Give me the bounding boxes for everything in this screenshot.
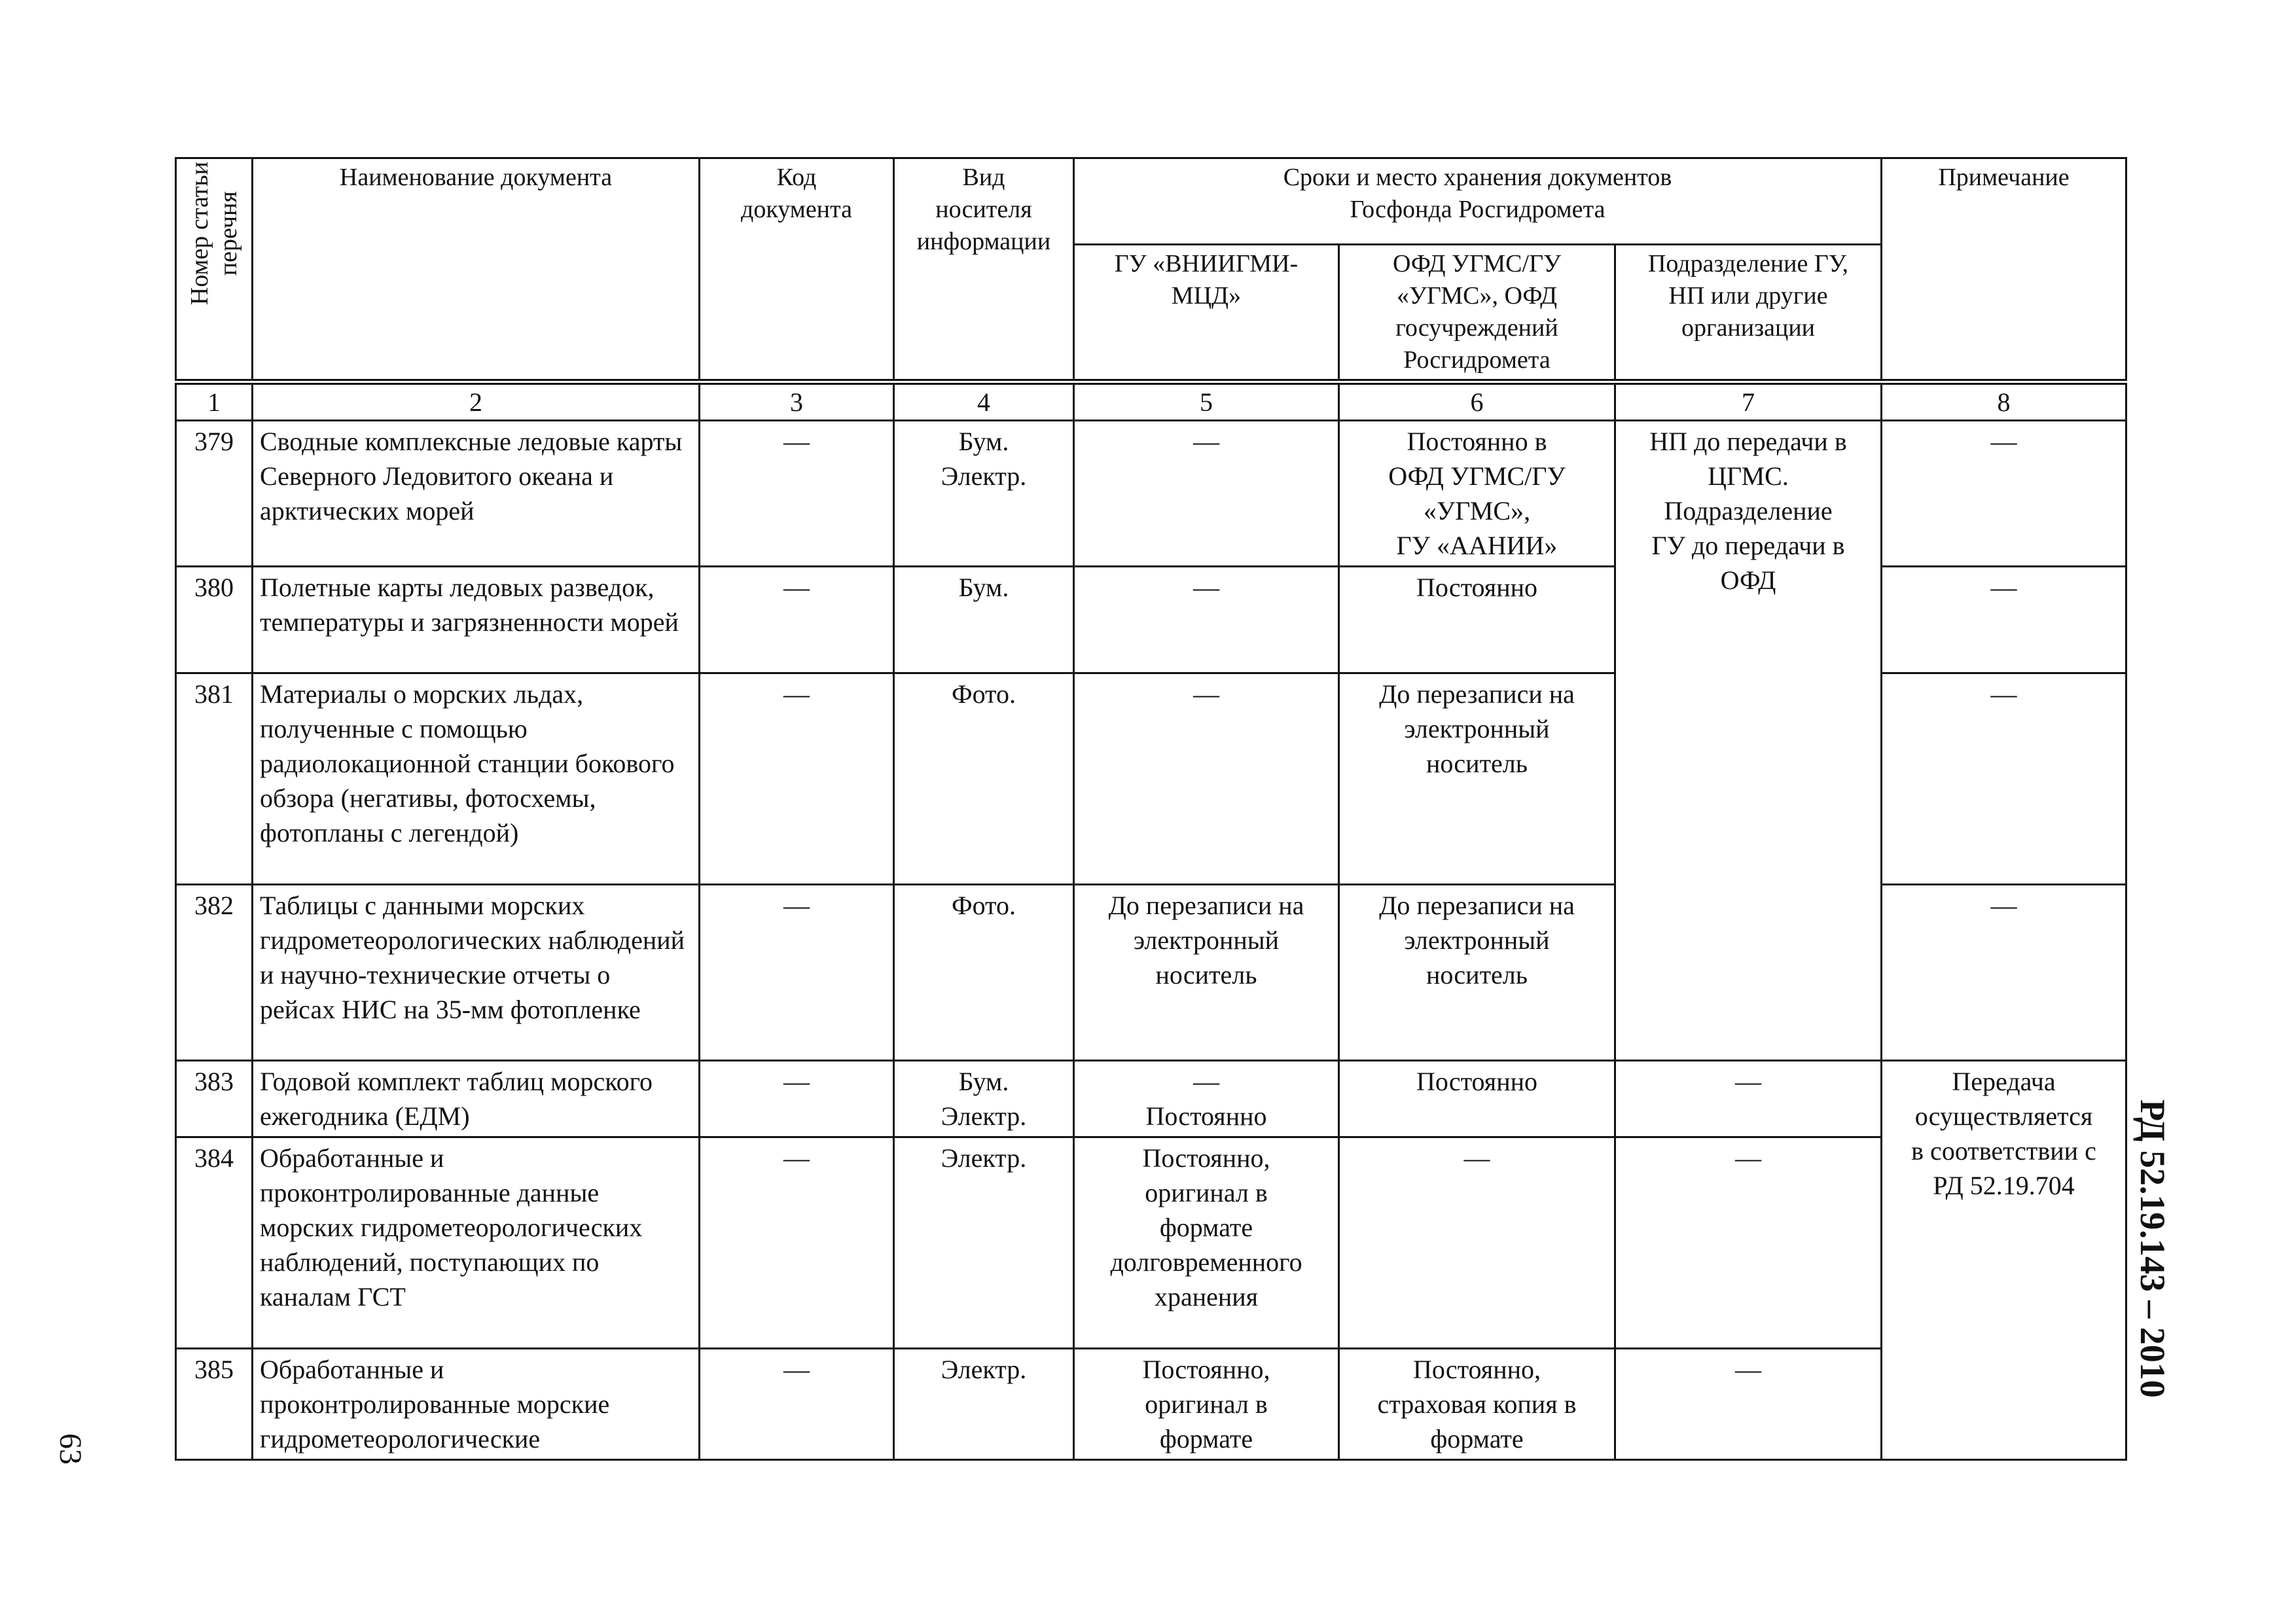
document-code: —: [700, 1349, 894, 1460]
table-row: [176, 1349, 2126, 1460]
row-number: 383: [176, 1061, 253, 1137]
vniigmi-term: До перезаписи на электронный носитель: [1074, 885, 1339, 1061]
document-name: Обработанные и проконтролированные морские гидрометеорологические: [253, 1349, 700, 1460]
storage-medium: Электр.: [894, 1349, 1074, 1460]
header-number-label: Номер статьи перечня: [186, 162, 242, 306]
header-cell-storage-group: Сроки и место хранения документов Госфонда Росгидромета: [1074, 158, 1882, 245]
note: —: [1882, 421, 2126, 567]
column-number: 4: [894, 382, 1074, 421]
vniigmi-term: Постоянно, оригинал в формате долговременного хранения: [1074, 1137, 1339, 1349]
storage-medium: Фото.: [894, 885, 1074, 1061]
ofd-term: Постоянно: [1339, 567, 1615, 673]
row-number: 384: [176, 1137, 253, 1349]
document-code: —: [700, 421, 894, 567]
ofd-term: Постоянно, страховая копия в формате: [1339, 1349, 1615, 1460]
unit-term: —: [1615, 1137, 1882, 1349]
unit-term: —: [1615, 1061, 1882, 1137]
header-row-1: [176, 158, 2126, 245]
header-cell-ofd: ОФД УГМС/ГУ «УГМС», ОФД госучреждений Росгидромета: [1339, 245, 1615, 382]
table-row: [176, 1137, 2126, 1349]
note: —: [1882, 673, 2126, 885]
note: —: [1882, 885, 2126, 1061]
column-number: 2: [253, 382, 700, 421]
table-row: [176, 1061, 2126, 1137]
document-code: —: [700, 567, 894, 673]
header-cell-unit: Подразделение ГУ, НП или другие организации: [1615, 245, 1882, 382]
storage-medium: Бум. Электр.: [894, 1061, 1074, 1137]
document-code: —: [700, 673, 894, 885]
vniigmi-term: —: [1074, 673, 1339, 885]
header-cell-number: [176, 158, 253, 382]
vniigmi-term: — Постоянно: [1074, 1061, 1339, 1137]
document-code: —: [700, 1137, 894, 1349]
column-numbers-row: [176, 382, 2126, 421]
column-number: 6: [1339, 382, 1615, 421]
unit-term-merged: НП до передачи в ЦГМС. Подразделение ГУ до передачи в ОФД: [1615, 421, 1882, 1061]
storage-medium: Бум.: [894, 567, 1074, 673]
page-number: 63: [53, 1433, 88, 1465]
header-cell-name: Наименование документа: [253, 158, 700, 382]
document-table: [175, 157, 2127, 1461]
column-number: 8: [1882, 382, 2126, 421]
document-code: —: [700, 885, 894, 1061]
storage-medium: Фото.: [894, 673, 1074, 885]
header-cell-code: Код документа: [700, 158, 894, 382]
document-name: Таблицы с данными морских гидрометеорологических наблюдений и научно-технические отчеты о рейсах НИС на 35-мм фотопленке: [253, 885, 700, 1061]
header-cell-medium: Вид носителя информации: [894, 158, 1074, 382]
row-number: 382: [176, 885, 253, 1061]
vniigmi-term: —: [1074, 421, 1339, 567]
storage-medium: Бум. Электр.: [894, 421, 1074, 567]
table-row: [176, 421, 2126, 567]
row-number: 381: [176, 673, 253, 885]
header-cell-vniigmi: ГУ «ВНИИГМИ- МЦД»: [1074, 245, 1339, 382]
vniigmi-term: Постоянно, оригинал в формате: [1074, 1349, 1339, 1460]
column-number: 1: [176, 382, 253, 421]
storage-medium: Электр.: [894, 1137, 1074, 1349]
document-name: Полетные карты ледовых разведок, температуры и загрязненности морей: [253, 567, 700, 673]
row-number: 379: [176, 421, 253, 567]
document-name: Сводные комплексные ледовые карты Северного Ледовитого океана и арктических морей: [253, 421, 700, 567]
unit-term: —: [1615, 1349, 1882, 1460]
column-number: 3: [700, 382, 894, 421]
ofd-term: Постоянно в ОФД УГМС/ГУ «УГМС», ГУ «ААНИИ»: [1339, 421, 1615, 567]
ofd-term: Постоянно: [1339, 1061, 1615, 1137]
column-number: 5: [1074, 382, 1339, 421]
document-name: Годовой комплект таблиц морского ежегодника (ЕДМ): [253, 1061, 700, 1137]
document-code-header: РД 52.19.143 – 2010: [2133, 1099, 2172, 1398]
row-number: 385: [176, 1349, 253, 1460]
vniigmi-term: —: [1074, 567, 1339, 673]
document-name: Обработанные и проконтролированные данные морских гидрометеорологических наблюдений, поступающих по каналам ГСТ: [253, 1137, 700, 1349]
document-name: Материалы о морских льдах, полученные с помощью радиолокационной станции бокового обзора (негативы, фотосхемы, фотопланы с легендой): [253, 673, 700, 885]
ofd-term: —: [1339, 1137, 1615, 1349]
ofd-term: До перезаписи на электронный носитель: [1339, 885, 1615, 1061]
column-number: 7: [1615, 382, 1882, 421]
ofd-term: До перезаписи на электронный носитель: [1339, 673, 1615, 885]
document-code: —: [700, 1061, 894, 1137]
note: —: [1882, 567, 2126, 673]
note-merged: Передача осуществляется в соответствии с РД 52.19.704: [1882, 1061, 2126, 1460]
row-number: 380: [176, 567, 253, 673]
header-cell-note: Примечание: [1882, 158, 2126, 382]
